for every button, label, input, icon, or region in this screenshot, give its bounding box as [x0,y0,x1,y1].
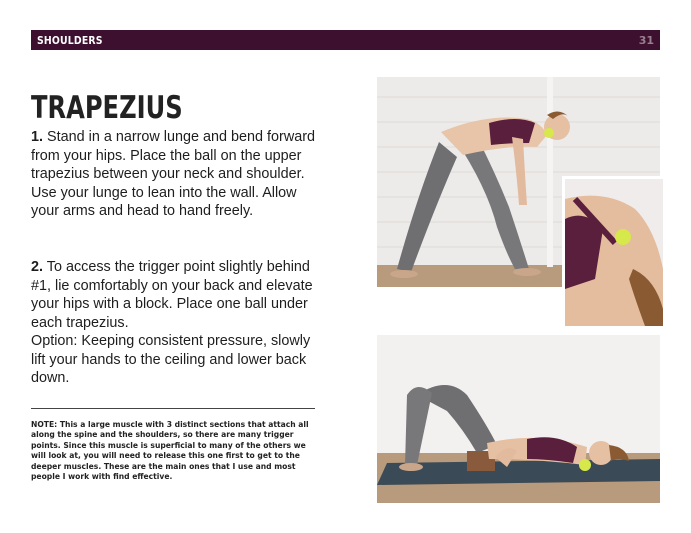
closeup-photo [562,176,663,326]
step-2 [31,258,321,388]
step-2-text: To access the trigger point slightly behind #1, lie comfortably on your back and elevate your hips with a block. Place one ball under each trapezius. [31,259,313,331]
step-1-number: 1. [31,129,44,145]
section-header-bar [31,30,660,50]
note-text: NOTE: This a large muscle with 3 distinct sections that attach all along the spine and the shoulders, so there are many trigger points. Since this muscle is superficial to many of the others we will look at, you will need to release this one first to get to the deeper muscles. These are the main ones that I use and most people I work with find effective. [31,420,309,482]
step-2-option: Option: Keeping consistent pressure, slowly lift your hands to the ceiling and lower back down. [31,333,311,386]
page-title: TRAPEZIUS [31,90,183,126]
step-2-number: 2. [31,259,44,275]
section-title: SHOULDERS [37,33,103,47]
bridge-head [589,441,613,465]
sports-top [489,119,535,145]
page-number: 31 [638,33,654,47]
bridge-ball [579,459,591,471]
trigger-ball [544,128,554,138]
yoga-mat [377,459,660,485]
closeup-ball [615,229,631,245]
wall-corner [547,77,553,267]
bridge-photo [377,335,660,503]
step-1-text: Stand in a narrow lunge and bend forward from your hips. Place the ball on the upper trapezius between your neck and shoulder. Use your lunge to lean into the wall. Allow your arms and head to hand freely. [31,129,316,219]
note-divider [31,408,315,409]
step-1 [31,128,321,221]
